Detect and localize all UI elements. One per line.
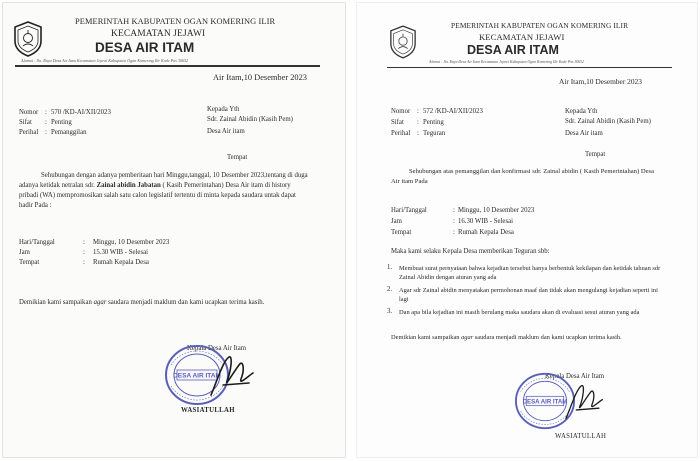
letterhead-rule [387, 67, 672, 68]
schedule-label: Hari/Tanggal [391, 207, 427, 214]
meta-sep: : [417, 119, 419, 126]
meta-value-nomor: 572 /KD-AI/XII/2023 [423, 108, 483, 115]
place-date: Air Itam,10 Desember 2023 [559, 77, 642, 86]
schedule-label: Jam [19, 249, 30, 256]
schedule-sep: : [83, 249, 85, 256]
list-number: 2. [387, 286, 393, 293]
closing-part: Demikian kami sampaikan [391, 334, 462, 341]
signer-title: Kepala Desa Air Itam [187, 345, 247, 352]
meta-value-perihal: Pemanggilan [51, 129, 87, 136]
list-item: Agar sdr Zainal abidin menyatakan permohonan maaf dan tidak akan mengulangi kejadian seperti ini lagi [399, 287, 658, 304]
list-number: 3. [387, 308, 393, 315]
closing-part: Demikian kami sampaikan [19, 299, 94, 306]
letter-pemanggilan [2, 2, 346, 458]
signature-icon [203, 351, 263, 403]
signature-icon [559, 379, 611, 427]
body-paragraph [19, 171, 311, 210]
meta-value-nomor: 570 /KD-AI/XII/2023 [51, 109, 111, 116]
meta-label-nomor: Nomor [19, 109, 39, 116]
schedule-sep: : [83, 259, 85, 266]
letter-teguran [356, 2, 698, 458]
schedule-label: Jam [391, 218, 402, 225]
body-name: Zainal abidin Jabatan [96, 181, 161, 189]
body-text: Sehubungan dengan adanya pemberitaan hari Minggu,tanggal, 10 Desember 2023,tentang di duga adanya ketidak netralan sdr. [19, 172, 308, 189]
schedule-label: Tempat [19, 259, 40, 266]
meta-sep: : [45, 109, 47, 116]
recipient-line: Sdr. Zainal Abidin (Kasih Pem) [207, 116, 293, 123]
meta-label-nomor: Nomor [391, 108, 411, 115]
closing-part: saudara menjadi maklum dan kami ucapkan terima kasih. [473, 334, 622, 341]
schedule-sep: : [453, 229, 455, 236]
letterhead-address: Alamat : Jln. Raya Desa Air Itam Kecamatan Jejawi Kabupaten Ogan Komering Ilir Kode Pos 30652 [429, 60, 584, 64]
schedule-value: Rumah Kepala Desa [458, 229, 514, 236]
schedule-sep: : [453, 218, 455, 225]
meta-label-sifat: Sifat [19, 119, 32, 126]
closing-part: agar [461, 334, 474, 341]
signer-name: WASIATULLAH [181, 407, 235, 414]
list-number: 1. [387, 264, 393, 271]
recipient-line: Sdr. Zainal Abidin (Kasih Pem) [565, 118, 651, 125]
schedule-value: Minggu, 10 Desember 2023 [93, 239, 170, 246]
meta-label-sifat: Sifat [391, 119, 404, 126]
recipient-place: Tempat [585, 151, 606, 158]
letterhead-rule [15, 65, 320, 67]
meta-label-perihal: Perihal [19, 129, 39, 136]
body-text: ( Kasih Pemerintahan) Desa Air itam di history pribadi (WA) mempromosikan salah satu calon legislatif tertentu di minta kepada saudara untak dapat hadir Pada : [19, 181, 296, 209]
stamp-text: DESA AIR ITAM [173, 372, 221, 380]
meta-value-perihal: Teguran [423, 130, 446, 137]
signer-name: WASIATULLAH [555, 433, 607, 440]
meta-value-sifat: Penting [423, 119, 444, 126]
schedule-value: Minggu, 10 Desember 2023 [458, 207, 535, 214]
letterhead-district: KECAMATAN JEJAWI [111, 29, 206, 39]
signer-title: Kepala Desa Air Itam [545, 373, 605, 380]
teguran-intro: Maka kami selaku Kepala Desa memberikan Teguran sbb: [391, 248, 550, 255]
place-date: Air Itam,10 Desember 2023 [213, 73, 307, 82]
closing-part: agar [93, 299, 107, 306]
meta-sep: : [45, 129, 47, 136]
meta-sep: : [417, 108, 419, 115]
schedule-value: 15.30 WIB - Selesai [93, 249, 148, 256]
regency-emblem-icon [13, 21, 43, 57]
schedule-value: Rumah Kepala Desa [93, 259, 149, 266]
recipient-line: Desa Air itam [565, 130, 603, 137]
schedule-value: 16.30 WIB - Selesai [458, 218, 513, 225]
meta-sep: : [45, 119, 47, 126]
meta-sep: : [417, 130, 419, 137]
recipient-line: Kepada Yth [207, 106, 240, 113]
body-paragraph: Sehubungan atas pemanggilan dan konfirmasi sdr. Zainal abidin ( Kasih Pemerintahan) Desa Air itam Pada [391, 168, 655, 185]
recipient-line: Kepada Yth [565, 108, 598, 115]
list-item: Dan apa bila kejadian ini masih berulang maka saudara akan di evaluasi sesui aturan yang ada [399, 309, 640, 316]
schedule-label: Tempat [391, 229, 412, 236]
letterhead-government: PEMERINTAH KABUPATEN OGAN KOMERING ILIR [451, 21, 629, 30]
schedule-sep: : [83, 239, 85, 246]
regency-emblem-icon [389, 25, 417, 59]
recipient-line: Desa Air itam [207, 128, 245, 135]
recipient-place: Tempat [227, 154, 248, 161]
letterhead-village: DESA AIR ITAM [95, 40, 195, 55]
letterhead-district: KECAMATAN JEJAWI [479, 32, 565, 42]
meta-value-sifat: Penting [51, 119, 72, 126]
list-item: Membuat surat pernyataan bahwa kejadian tersebut hanya berbentuk kekilapan dan ketidak tahuan sdr Zainal Abidin dengan aturan yang ada [399, 265, 661, 282]
closing-text [391, 334, 622, 341]
stamp-text: DESA AIR ITAM [522, 398, 568, 406]
closing-part: saudara menjadi maklum dan kami ucapkan terima kasih. [106, 299, 265, 306]
closing-text [19, 299, 264, 306]
schedule-label: Hari/Tanggal [19, 239, 55, 246]
meta-label-perihal: Perihal [391, 130, 411, 137]
letterhead-address: Alamat : Jln. Raya Desa Air Itam Kecamatan Jejawi Kabupaten Ogan Komering Ilir Kode Pos 30652 [21, 58, 189, 63]
letterhead-government: PEMERINTAH KABUPATEN OGAN KOMERING ILIR [75, 17, 276, 26]
letterhead-village: DESA AIR ITAM [467, 43, 559, 57]
schedule-sep: : [453, 207, 455, 214]
